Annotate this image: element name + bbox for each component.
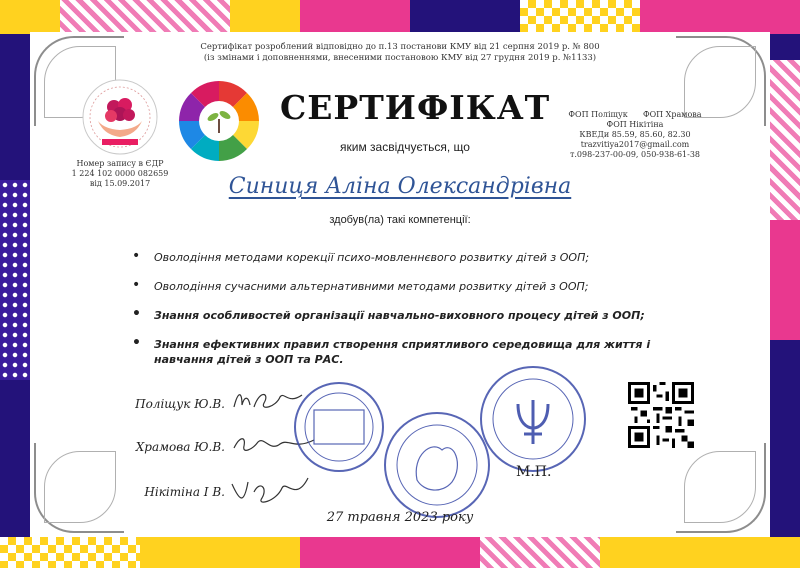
competency-item: • Оволодіння сучасними альтернативними методами розвитку дітей з ООП; (132, 279, 672, 294)
fop-line: т.098-237-00-09, 050-938-61-38 (569, 150, 701, 159)
qr-code-icon (628, 382, 694, 448)
checker-pattern (0, 537, 140, 568)
registry-line: від 15.09.2017 (89, 179, 151, 188)
acquired-text: здобув(ла) такі компетенції: (329, 214, 471, 226)
signature-icon (226, 472, 316, 514)
stripe-pattern (60, 0, 230, 34)
pink-band (300, 537, 480, 568)
dot-pattern (0, 180, 30, 380)
registry-line: Номер запису в ЄДР (76, 159, 164, 168)
signer-name: Нікітіна І В. (144, 485, 225, 499)
certificate-paper (30, 32, 770, 537)
yellow-band (600, 537, 800, 568)
checker-pattern (520, 0, 640, 34)
stamp-icon (478, 364, 588, 474)
fop-line: ФОП Нікітіна (606, 120, 664, 129)
fop-line: КВЕДи 85.59, 85.60, 82.30 (579, 130, 691, 139)
stamp-icon (382, 410, 492, 520)
fop-line: ФОП Поліщук ФОП Храмова (568, 110, 702, 119)
stripe-pattern (480, 537, 600, 568)
yellow-band (230, 0, 300, 34)
pink-band (640, 0, 800, 34)
yellow-band (140, 537, 300, 568)
yellow-corner (0, 0, 60, 34)
legal-line: Сертифікат розроблений відповідно до п.13 постанови КМУ від 21 серпня 2019 р. № 800 (200, 42, 600, 52)
fop-line: trazvitiya2017@gmail.com (580, 140, 690, 149)
pink-band (300, 0, 410, 34)
registry-info (60, 159, 180, 189)
signer-name: Храмова Ю.В. (135, 440, 225, 454)
organization-logo-icon (80, 77, 160, 157)
competency-item: • Знання особливостей організації навчально-виховного процесу дітей з ООП; (132, 308, 672, 323)
fop-info (560, 110, 710, 160)
certifies-text: яким засвідчується, що (340, 140, 470, 154)
puzzle-logo-icon (178, 80, 260, 162)
stamp-icon (292, 380, 387, 475)
legal-line: (із змінами і доповненнями, внесеними постановою КМУ від 27 грудня 2019 р. №1133) (203, 53, 597, 63)
competency-list (132, 250, 672, 381)
recipient-name: Синиця Аліна Олександрівна (228, 174, 572, 199)
pink-band (770, 220, 800, 340)
signer-name: Поліщук Ю.В. (135, 397, 225, 411)
ornament-corner (676, 443, 766, 533)
certificate-title: СЕРТИФІКАТ (280, 88, 551, 127)
legal-basis (180, 42, 620, 64)
issue-date: 27 травня 2023 року (326, 510, 474, 525)
competency-item: • Оволодіння методами корекції психо-мовленнєвого розвитку дітей з ООП; (132, 250, 672, 265)
stripe-pattern (770, 60, 800, 220)
stamp-place-label: М.П. (516, 464, 552, 480)
competency-item: • Знання ефективних правил створення сприятливого середовища для життя і навчання дітей з ООП та РАС. (132, 337, 672, 367)
registry-line: 1 224 102 0000 082659 (71, 169, 169, 178)
